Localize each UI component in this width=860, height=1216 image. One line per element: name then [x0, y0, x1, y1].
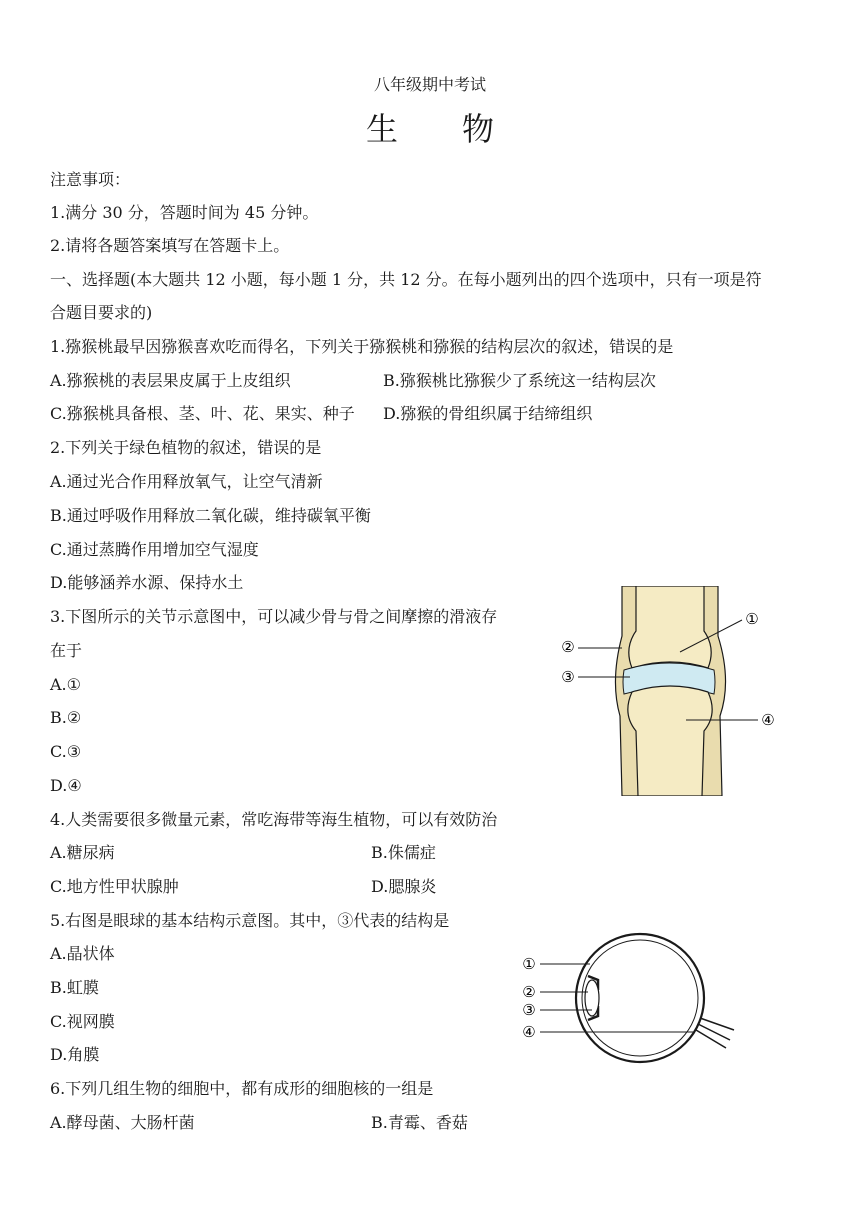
option-a: A.①	[50, 675, 81, 694]
joint-label-2: ②	[561, 638, 575, 656]
option-c: C.③	[50, 742, 82, 761]
option-c: C.地方性甲状腺肿	[50, 877, 179, 896]
joint-label-1: ①	[745, 610, 759, 628]
option-b: B.②	[50, 708, 82, 727]
eye-label-3: ③	[522, 1001, 536, 1019]
section-heading-cont: 合题目要求的)	[50, 303, 153, 322]
option-d: D.角膜	[50, 1045, 100, 1064]
lower-bone	[628, 686, 712, 796]
option-b: B.虹膜	[50, 978, 99, 997]
question-stem-cont: 在于	[50, 641, 83, 660]
option-a: A.猕猴桃的表层果皮属于上皮组织	[50, 371, 291, 390]
option-a: A.糖尿病	[50, 843, 115, 862]
exam-title: 生物	[365, 110, 558, 148]
eye-label-1: ①	[522, 955, 536, 973]
option-d: D.④	[50, 776, 82, 795]
joint-label-4: ④	[761, 711, 775, 729]
note-item: 1.满分 30 分，答题时间为 45 分钟。	[50, 203, 319, 222]
joint-label-3: ③	[561, 668, 575, 686]
question-stem: 6.下列几组生物的细胞中，都有成形的细胞核的一组是	[50, 1079, 434, 1098]
cornea	[576, 966, 584, 1030]
option-d: D.能够涵养水源、保持水土	[50, 573, 244, 592]
option-b: B.通过呼吸作用释放二氧化碳，维持碳氧平衡	[50, 506, 371, 525]
option-c: C.猕猴桃具备根、茎、叶、花、果实、种子	[50, 404, 355, 423]
option-b: B.猕猴桃比猕猴少了系统这一结构层次	[383, 371, 656, 390]
eye-label-4: ④	[522, 1023, 536, 1041]
option-b: B.侏儒症	[371, 843, 436, 862]
option-b: B.青霉、香菇	[371, 1113, 468, 1132]
eye-diagram	[512, 918, 742, 1078]
note-item: 2.请将各题答案填写在答题卡上。	[50, 236, 290, 255]
option-a: A.晶状体	[50, 944, 115, 963]
question-stem: 2.下列关于绿色植物的叙述，错误的是	[50, 438, 322, 457]
option-c: C.通过蒸腾作用增加空气湿度	[50, 540, 259, 559]
joint-diagram	[552, 586, 792, 796]
option-a: A.通过光合作用释放氧气，让空气清新	[50, 472, 323, 491]
exam-subtitle: 八年级期中考试	[373, 75, 486, 94]
eye-label-2: ②	[522, 983, 536, 1001]
optic-nerve	[696, 1018, 734, 1048]
question-stem: 1.猕猴桃最早因猕猴喜欢吃而得名，下列关于猕猴桃和猕猴的结构层次的叙述，错误的是	[50, 337, 674, 356]
upper-bone	[629, 586, 711, 668]
lens	[585, 980, 599, 1016]
question-stem: 4.人类需要很多微量元素，常吃海带等海生植物，可以有效防治	[50, 810, 498, 829]
section-heading: 一、选择题(本大题共 12 小题，每小题 1 分，共 12 分。在每小题列出的四个选项中，只有一项是符	[50, 270, 762, 289]
option-d: D.猕猴的骨组织属于结缔组织	[383, 404, 593, 423]
notes-heading: 注意事项：	[50, 170, 131, 189]
option-d: D.腮腺炎	[371, 877, 437, 896]
question-stem: 3.下图所示的关节示意图中，可以减少骨与骨之间摩擦的滑液存	[50, 607, 498, 626]
question-stem: 5.右图是眼球的基本结构示意图。其中，③代表的结构是	[50, 911, 450, 930]
option-c: C.视网膜	[50, 1012, 115, 1031]
option-a: A.酵母菌、大肠杆菌	[50, 1113, 195, 1132]
